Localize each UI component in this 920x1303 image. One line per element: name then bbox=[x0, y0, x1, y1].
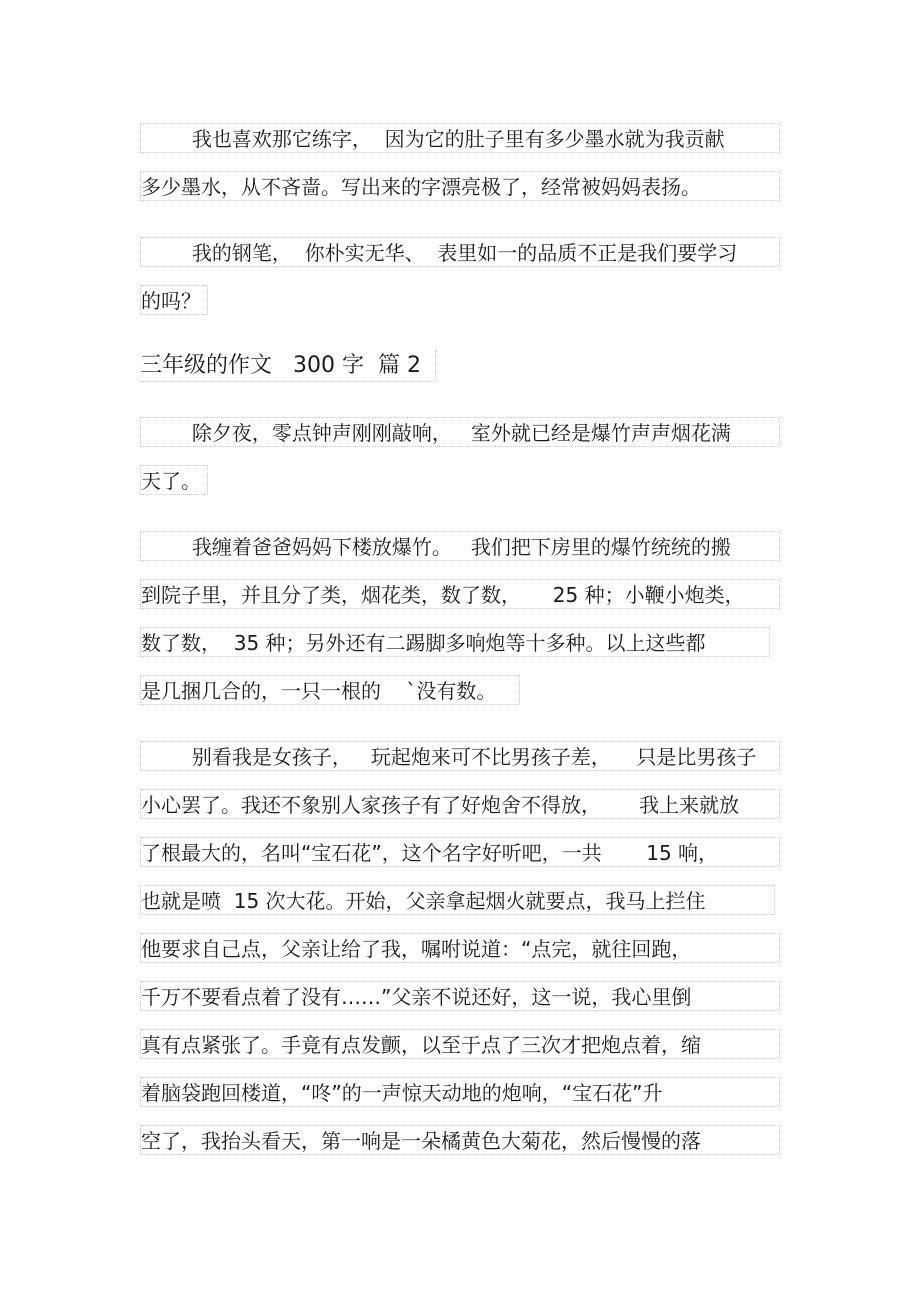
text-line: 我缠着爸爸妈妈下楼放爆竹。 我们把下房里的爆竹统统的搬 bbox=[140, 531, 780, 561]
text-line: 到院子里，并且分了类，烟花类，数了数， 25 种；小鞭小炮类， bbox=[140, 579, 780, 609]
text-line: 真有点紧张了。手竟有点发颤，以至于点了三次才把炮点着，缩 bbox=[140, 1029, 780, 1059]
text-line: 是几捆几合的，一只一根的 `没有数。 bbox=[140, 675, 520, 705]
text-line: 了根最大的，名叫“宝石花”，这个名字好听吧，一共 15 响， bbox=[140, 837, 780, 867]
text-line: 他要求自己点，父亲让给了我，嘱咐说道：“点完，就往回跑， bbox=[140, 933, 780, 963]
text-line: 小心罢了。我还不象别人家孩子有了好炮舍不得放， 我上来就放 bbox=[140, 789, 780, 819]
text-line: 别看我是女孩子， 玩起炮来可不比男孩子差， 只是比男孩子 bbox=[140, 741, 780, 771]
text-line: 多少墨水，从不吝啬。写出来的字漂亮极了，经常被妈妈表扬。 bbox=[140, 171, 780, 201]
text-line: 数了数， 35 种；另外还有二踢脚多响炮等十多种。以上这些都 bbox=[140, 627, 770, 657]
text-line: 空了，我抬头看天，第一响是一朵橘黄色大菊花，然后慢慢的落 bbox=[140, 1125, 780, 1155]
section-heading: 三年级的作文 300 字 篇 2 bbox=[140, 350, 436, 382]
text-line: 着脑袋跑回楼道，“咚”的一声惊天动地的炮响，“宝石花”升 bbox=[140, 1077, 780, 1107]
text-line: 也就是喷 15 次大花。开始，父亲拿起烟火就要点，我马上拦住 bbox=[140, 885, 775, 915]
text-line: 除夕夜，零点钟声刚刚敲响， 室外就已经是爆竹声声烟花满 bbox=[140, 417, 780, 447]
text-line: 千万不要看点着了没有……”父亲不说还好，这一说，我心里倒 bbox=[140, 981, 780, 1011]
text-line: 我也喜欢那它练字， 因为它的肚子里有多少墨水就为我贡献 bbox=[140, 123, 780, 153]
text-line: 我的钢笔， 你朴实无华、 表里如一的品质不正是我们要学习 bbox=[140, 237, 780, 267]
text-line: 天了。 bbox=[140, 465, 208, 495]
text-line: 的吗？ bbox=[140, 285, 208, 315]
